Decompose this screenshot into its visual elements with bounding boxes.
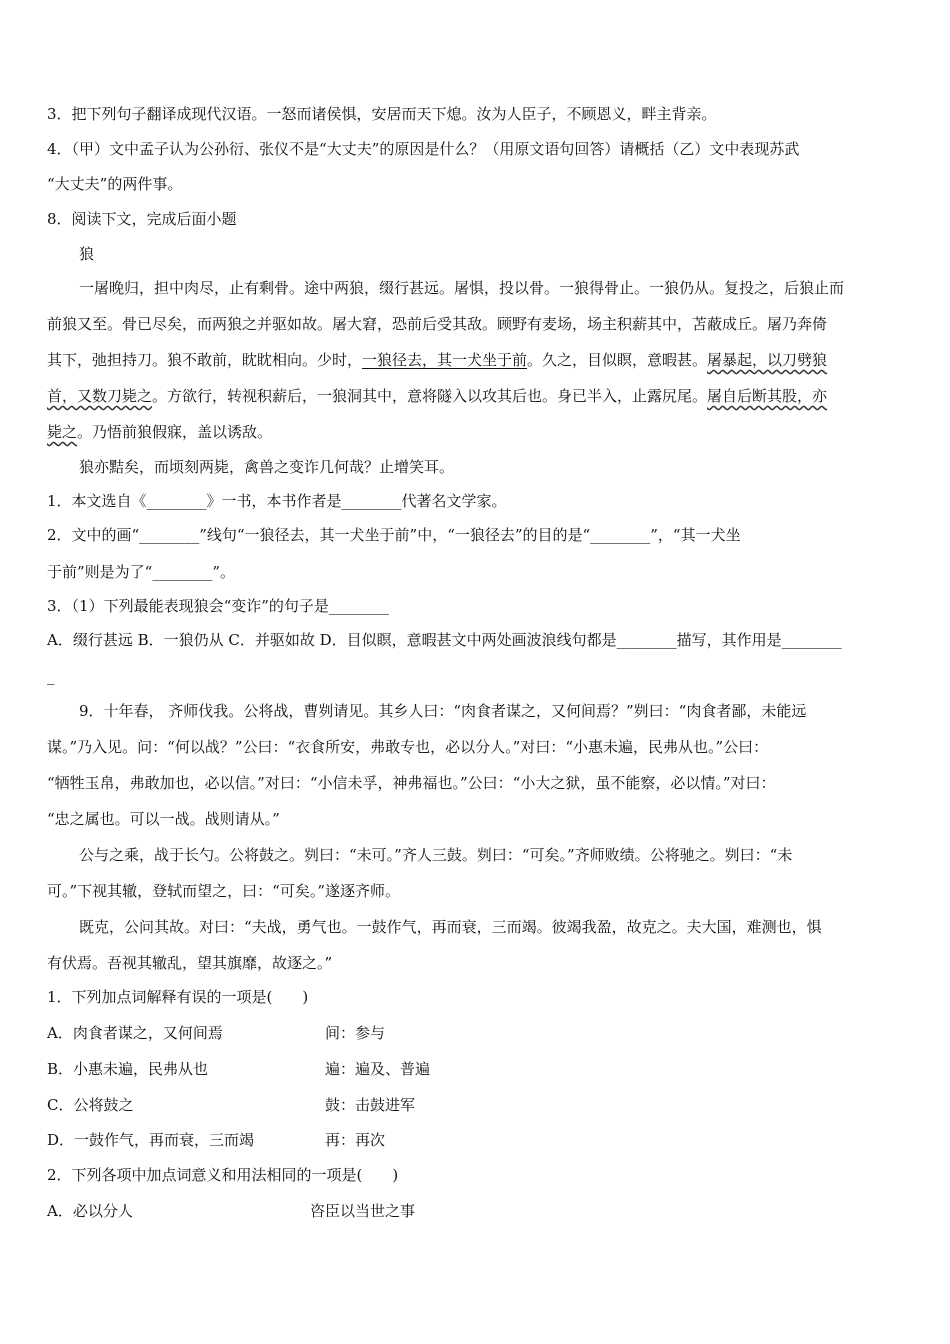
wavy-underlined-sentence: 毙之 [47,423,78,441]
wavy-underlined-sentence: 屠自后断其股，亦 [707,387,828,405]
question-9-1: 1．下列加点词解释有误的一项是( ) [47,988,309,1006]
option-text: D．一鼓作气，再而衰，三而竭 [47,1131,255,1149]
cao-gui-paragraph-line: “牺牲玉帛，弗敢加也，必以信。”对曰：“小信未孚，神弗福也。”公曰：“小大之狱，虽不能察，必以情。”对曰： [47,774,776,792]
option-compare: 咨臣以当世之事 [310,1202,416,1220]
option-row [0,1058,950,1078]
question-3-translate: 3．把下列句子翻译成现代汉语。一怒而诸侯惧，安居而天下熄。汝为人臣子，不顾恩义，畔主背亲。 [47,105,717,123]
cao-gui-paragraph-line: 可。”下视其辙，登轼而望之，曰：“可矣。”遂逐齐师。 [47,882,401,900]
wolf-title: 狼 [79,245,95,263]
cao-gui-paragraph-line: 公与之乘，战于长勺。公将鼓之。刿曰：“未可。”齐人三鼓。刿曰：“可矣。”齐师败绩。公将驰之。刿曰：“未 [79,846,793,864]
option-text: A．必以分人 [47,1202,133,1220]
wolf-paragraph-line [47,422,910,442]
question-8-3-tail: _ [47,667,55,685]
option-explanation: 鼓：击鼓进军 [325,1096,416,1114]
question-8-3-options: A．缀行甚远 B．一狼仍从 C．并驱如故 D．目似瞑，意暇甚文中两处画波浪线句都是________描写，其作用是________ [47,631,842,649]
option-row [0,1200,950,1220]
cao-gui-paragraph-line: “忠之属也。可以一战。战则请从。” [47,810,280,828]
option-text: B．小惠未遍，民弗从也 [47,1060,209,1078]
cao-gui-paragraph-line: 谋。”乃入见。问：“何以战？”公曰：“衣食所安，弗敢专也，必以分人。”对曰：“小惠未遍，民弗从也。”公曰： [47,738,769,756]
cao-gui-paragraph-line: 既克，公问其故。对曰：“夫战，勇气也。一鼓作气，再而衰，三而竭。彼竭我盈，故克之。夫大国，难测也，惧 [79,918,822,936]
wolf-paragraph-line [47,386,910,406]
underlined-sentence: 一狼径去，其一犬坐于前 [362,351,528,369]
question-4-line1: 4．（甲）文中孟子认为公孙衍、张仪不是“大丈夫”的原因是什么？（用原文语句回答）请概括（乙）文中表现苏武 [47,140,800,158]
question-8-1: 1．本文选自《________》一书，本书作者是________代著名文学家。 [47,492,507,510]
option-text: C．公将鼓之 [47,1096,134,1114]
wavy-underlined-sentence: 屠暴起，以刀劈狼 [707,351,828,369]
question-8-2-line2: 于前”则是为了“________”。 [47,563,236,581]
option-row [0,1129,950,1149]
option-explanation: 遍：遍及、普遍 [325,1060,431,1078]
question-8-heading: 8．阅读下文，完成后面小题 [47,210,237,228]
question-8-2-line1: 2．文中的画“________”线句“一狼径去，其一犬坐于前”中，“一狼径去”的目的是“________”，“其一犬坐 [47,526,741,544]
wolf-text: 。方欲行，转视积薪后，一狼洞其中，意将隧入以攻其后也。身已半入，止露尻尾。 [152,387,708,405]
option-row [0,1022,950,1042]
question-8-3: 3．（1）下列最能表现狼会“变诈”的句子是________ [47,597,389,615]
option-explanation: 再：再次 [325,1131,386,1149]
option-row [0,1094,950,1114]
wolf-paragraph-line [47,350,910,370]
option-explanation: 间：参与 [325,1024,386,1042]
wolf-text: 其下，弛担持刀。狼不敢前，眈眈相向。少时， [47,351,363,369]
wolf-paragraph-line: 一屠晚归，担中肉尽，止有剩骨。途中两狼，缀行甚远。屠惧，投以骨。一狼得骨止。一狼仍从。复投之，后狼止而 [79,279,845,297]
wolf-text: 。乃悟前狼假寐，盖以诱敌。 [77,423,273,441]
question-9-2: 2．下列各项中加点词意义和用法相同的一项是( ) [47,1166,399,1184]
wavy-underlined-sentence: 首，又数刀毙之 [47,387,153,405]
option-text: A．肉食者谋之，又何间焉 [47,1024,223,1042]
cao-gui-paragraph-line: 9．十年春， 齐师伐我。公将战，曹刿请见。其乡人曰：“肉食者谋之，又何间焉？”刿曰：“肉食者鄙，未能远 [79,702,807,720]
cao-gui-paragraph-line: 有伏焉。吾视其辙乱，望其旗靡，故逐之。” [47,954,333,972]
wolf-paragraph-2: 狼亦黠矣，而顷刻两毙，禽兽之变诈几何哉？止增笑耳。 [79,458,455,476]
wolf-text: 。久之，目似瞑，意暇甚。 [527,351,708,369]
question-4-line2: “大丈夫”的两件事。 [47,175,183,193]
wolf-paragraph-line: 前狼又至。骨已尽矣，而两狼之并驱如故。屠大窘，恐前后受其敌。顾野有麦场，场主积薪其中，苫蔽成丘。屠乃奔倚 [47,315,828,333]
